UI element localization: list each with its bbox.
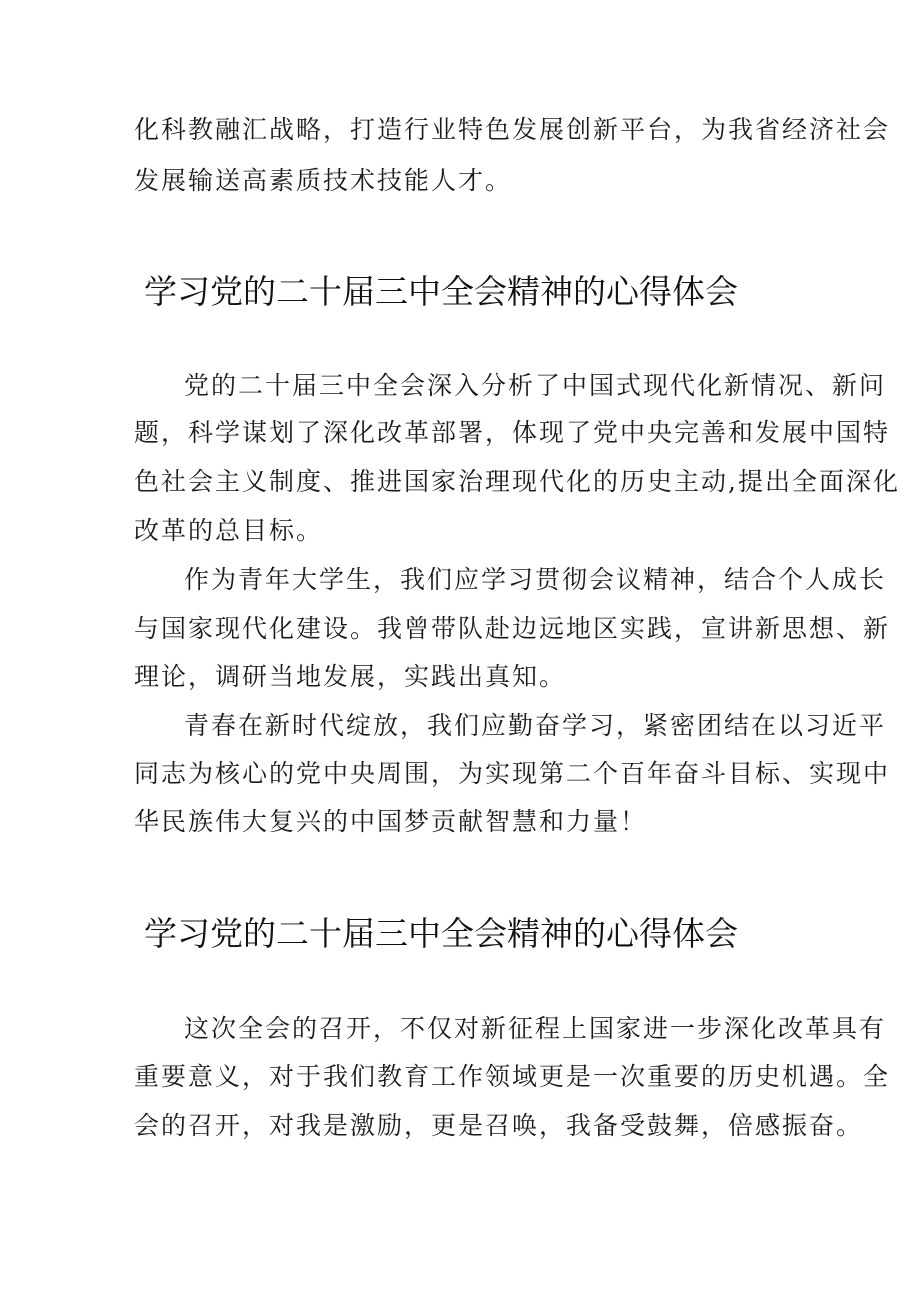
s1-p2-line-2: 与国家现代化建设。我曾带队赴边远地区实践，宣讲新思想、新 — [134, 614, 891, 643]
section-1-title: 学习党的二十届三中全会精神的心得体会 — [144, 272, 738, 311]
s2-p1-line-1: 这次全会的召开，不仅对新征程上国家进一步深化改革具有 — [184, 1014, 887, 1043]
s1-p3-line-3: 华民族伟大复兴的中国梦贡献智慧和力量！ — [134, 807, 648, 836]
carryover-line-1: 化科教融汇战略，打造行业特色发展创新平台，为我省经济社会 — [134, 115, 891, 144]
s1-p1-line-4: 改革的总目标。 — [134, 516, 324, 545]
s1-p1-line-1: 党的二十届三中全会深入分析了中国式现代化新情况、新问 — [184, 371, 887, 400]
s1-p3-line-1: 青春在新时代绽放，我们应勤奋学习，紧密团结在以习近平 — [184, 711, 887, 740]
carryover-line-2: 发展输送高素质技术技能人才。 — [134, 166, 513, 195]
s1-p1-line-3: 色社会主义制度、推进国家治理现代化的历史主动,提出全面深化 — [134, 467, 900, 496]
s1-p2-line-1: 作为青年大学生，我们应学习贯彻会议精神，结合个人成长 — [184, 565, 887, 594]
s2-p1-line-3: 会的召开，对我是激励，更是召唤，我备受鼓舞，倍感振奋。 — [134, 1111, 864, 1140]
section-2-title: 学习党的二十届三中全会精神的心得体会 — [144, 914, 738, 953]
s1-p2-line-3: 理论，调研当地发展，实践出真知。 — [134, 662, 567, 691]
s1-p3-line-2: 同志为核心的党中央周围，为实现第二个百年奋斗目标、实现中 — [134, 759, 891, 788]
s2-p1-line-2: 重要意义，对于我们教育工作领域更是一次重要的历史机遇。全 — [134, 1062, 891, 1091]
s1-p1-line-2: 题，科学谋划了深化改革部署，体现了党中央完善和发展中国特 — [134, 418, 891, 447]
